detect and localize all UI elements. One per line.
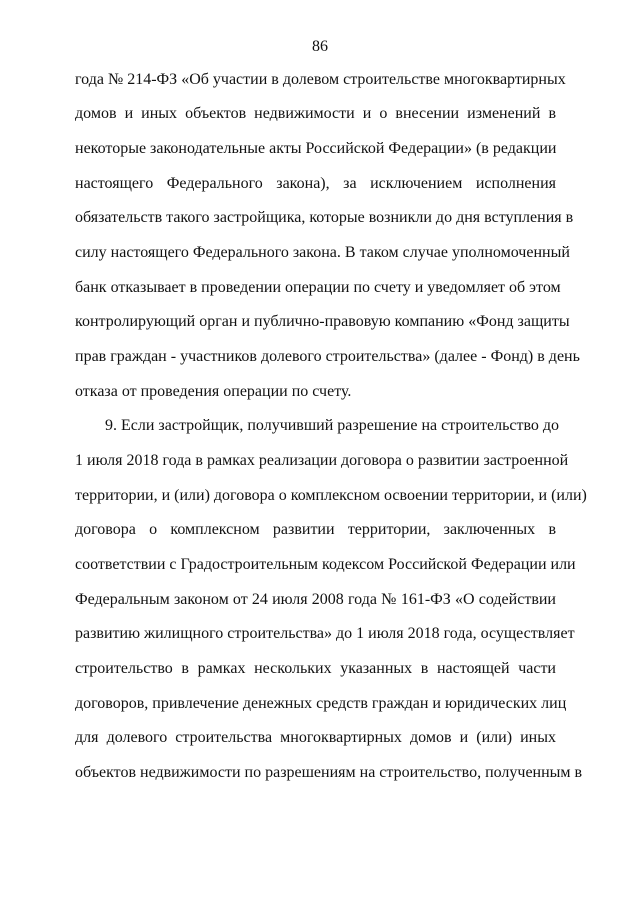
text-line: обязательств такого застройщика, которые возникли до дня вступления в xyxy=(75,209,574,226)
text-line: настоящего Федерального закона), за исключением исполнения xyxy=(75,175,556,192)
text-line: отказа от проведения операции по счету. xyxy=(75,383,352,400)
text-line: Федеральным законом от 24 июля 2008 года № 161-ФЗ «О содействии xyxy=(75,591,556,608)
text-line: строительство в рамках нескольких указанных в настоящей части xyxy=(75,660,556,677)
text-line: соответствии с Градостроительным кодексом Российской Федерации или xyxy=(75,556,576,573)
text-line: для долевого строительства многоквартирных домов и (или) иных xyxy=(75,729,556,746)
text-line: года № 214-ФЗ «Об участии в долевом строительстве многоквартирных xyxy=(75,71,566,88)
text-line: банк отказывает в проведении операции по счету и уведомляет об этом xyxy=(75,279,561,296)
text-line: развитию жилищного строительства» до 1 июля 2018 года, осуществляет xyxy=(75,625,575,642)
text-line: домов и иных объектов недвижимости и о внесении изменений в xyxy=(75,105,556,122)
text-line: некоторые законодательные акты Российской Федерации» (в редакции xyxy=(75,140,557,157)
text-line: территории, и (или) договора о комплексном освоении территории, и (или) xyxy=(75,487,587,504)
text-line: договоров, привлечение денежных средств граждан и юридических лиц xyxy=(75,695,567,712)
text-line: договора о комплексном развитии территории, заключенных в xyxy=(75,521,556,538)
paragraph-start-line: 9. Если застройщик, получивший разрешение на строительство до xyxy=(105,417,560,434)
text-line: 1 июля 2018 года в рамках реализации договора о развитии застроенной xyxy=(75,452,569,469)
text-line: силу настоящего Федерального закона. В таком случае уполномоченный xyxy=(75,244,570,261)
page-number: 86 xyxy=(312,38,328,55)
text-line: объектов недвижимости по разрешениям на строительство, полученным в xyxy=(75,764,583,781)
text-line: прав граждан - участников долевого строительства» (далее - Фонд) в день xyxy=(75,348,580,365)
text-line: контролирующий орган и публично-правовую компанию «Фонд защиты xyxy=(75,313,570,330)
